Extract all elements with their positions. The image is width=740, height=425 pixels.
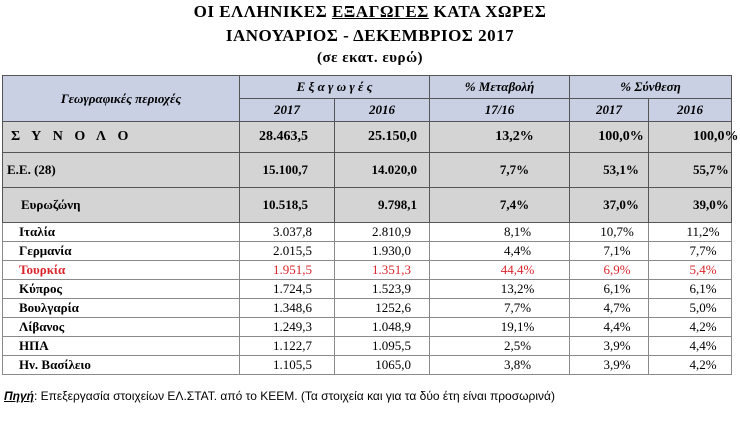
value-2016: 1.048,9 — [335, 318, 430, 337]
value-2017: 28.463,5 — [240, 122, 335, 153]
header-change-period: 17/16 — [430, 99, 570, 122]
share-2016: 55,7% — [649, 153, 732, 188]
main-title — [0, 2, 740, 22]
table-row — [3, 318, 732, 337]
row-name: Ευρωζώνη — [3, 188, 240, 223]
change-value: 7,4% — [430, 188, 570, 223]
share-2017: 10,7% — [570, 223, 649, 242]
share-2017: 3,9% — [570, 356, 649, 375]
period-subtitle: ΙΑΝΟΥΑΡΙΟΣ - ΔΕΚΕΜΒΡΙΟΣ 2017 — [225, 26, 515, 45]
table-row-highlighted — [3, 261, 732, 280]
share-2016: 4,4% — [649, 337, 732, 356]
share-2017: 53,1% — [570, 153, 649, 188]
share-2017: 7,1% — [570, 242, 649, 261]
change-value: 7,7% — [430, 153, 570, 188]
table-row — [3, 280, 732, 299]
value-2016: 9.798,1 — [335, 188, 430, 223]
value-2016: 2.810,9 — [335, 223, 430, 242]
value-2016: 1.930,0 — [335, 242, 430, 261]
country-name: Λίβανος — [3, 318, 240, 337]
share-2016: 11,2% — [649, 223, 732, 242]
header-year-2017: 2017 — [240, 99, 335, 122]
header-row-1 — [3, 76, 732, 99]
change-value: 2,5% — [430, 337, 570, 356]
country-name: Τουρκία — [3, 261, 240, 280]
total-row — [3, 122, 732, 153]
header-share-2017: 2017 — [570, 99, 649, 122]
country-name: ΗΠΑ — [3, 337, 240, 356]
value-2017: 2.015,5 — [240, 242, 335, 261]
header-year-2016: 2016 — [335, 99, 430, 122]
value-2017: 1.724,5 — [240, 280, 335, 299]
value-2016: 1252,6 — [335, 299, 430, 318]
share-2017: 6,1% — [570, 280, 649, 299]
value-2017: 1.951,5 — [240, 261, 335, 280]
value-2016: 14.020,0 — [335, 153, 430, 188]
eurozone-row — [3, 188, 732, 223]
country-name: Ιταλία — [3, 223, 240, 242]
country-name: Βουλγαρία — [3, 299, 240, 318]
title-underlined-word: ΕΞΑΓΩΓΕΣ — [331, 2, 429, 21]
row-name: Σ Υ Ν Ο Λ Ο — [3, 122, 240, 153]
header-share-2016: 2016 — [649, 99, 732, 122]
eu-row — [3, 153, 732, 188]
value-2017: 1.348,6 — [240, 299, 335, 318]
value-2017: 1.122,7 — [240, 337, 335, 356]
header-change: % Μεταβολή — [430, 76, 570, 99]
source-note — [4, 388, 604, 405]
share-2017: 4,7% — [570, 299, 649, 318]
change-value: 13,2% — [430, 280, 570, 299]
share-2017: 6,9% — [570, 261, 649, 280]
title-suffix: ΚΑΤΑ ΧΩΡΕΣ — [428, 2, 547, 21]
value-2016: 1.095,5 — [335, 337, 430, 356]
value-2016: 1.523,9 — [335, 280, 430, 299]
country-name: Κύπρος — [3, 280, 240, 299]
share-2016: 39,0% — [649, 188, 732, 223]
value-2017: 1.105,5 — [240, 356, 335, 375]
share-2016: 4,2% — [649, 318, 732, 337]
share-2016: 5,0% — [649, 299, 732, 318]
header-share: % Σύνθεση — [570, 76, 732, 99]
value-2017: 10.518,5 — [240, 188, 335, 223]
change-value: 4,4% — [430, 242, 570, 261]
table-row — [3, 299, 732, 318]
table-row — [3, 356, 732, 375]
value-2017: 15.100,7 — [240, 153, 335, 188]
country-name: Ην. Βασίλειο — [3, 356, 240, 375]
share-2016: 100,0% — [649, 122, 732, 153]
title-prefix: ΟΙ ΕΛΛΗΝΙΚΕΣ — [193, 2, 332, 21]
share-2017: 100,0% — [570, 122, 649, 153]
header-regions: Γεωγραφικές περιοχές — [3, 76, 240, 122]
row-name: Ε.Ε. (28) — [3, 153, 240, 188]
value-2017: 3.037,8 — [240, 223, 335, 242]
country-name: Γερμανία — [3, 242, 240, 261]
source-label: Πηγή — [4, 389, 34, 403]
value-2016: 1.351,3 — [335, 261, 430, 280]
share-2017: 37,0% — [570, 188, 649, 223]
change-value: 44,4% — [430, 261, 570, 280]
unit-subtitle: (σε εκατ. ευρώ) — [316, 50, 424, 66]
change-value: 8,1% — [430, 223, 570, 242]
source-text: : Επεξεργασία στοιχείων ΕΛ.ΣΤΑΤ. από το ΚΕΕΜ. (Τα στοιχεία και για τα δύο έτη είναι προσωρινά) — [33, 389, 555, 403]
share-2016: 4,2% — [649, 356, 732, 375]
share-2016: 5,4% — [649, 261, 732, 280]
change-value: 13,2% — [430, 122, 570, 153]
table-row — [3, 337, 732, 356]
header-exports: Ε ξ α γ ω γ έ ς — [240, 76, 430, 99]
change-value: 3,8% — [430, 356, 570, 375]
change-value: 7,7% — [430, 299, 570, 318]
table-row — [3, 223, 732, 242]
value-2016: 1065,0 — [335, 356, 430, 375]
change-value: 19,1% — [430, 318, 570, 337]
exports-table — [2, 75, 739, 375]
share-2017: 4,4% — [570, 318, 649, 337]
table-row — [3, 242, 732, 261]
value-2017: 1.249,3 — [240, 318, 335, 337]
value-2016: 25.150,0 — [335, 122, 430, 153]
share-2017: 3,9% — [570, 337, 649, 356]
share-2016: 6,1% — [649, 280, 732, 299]
share-2016: 7,7% — [649, 242, 732, 261]
